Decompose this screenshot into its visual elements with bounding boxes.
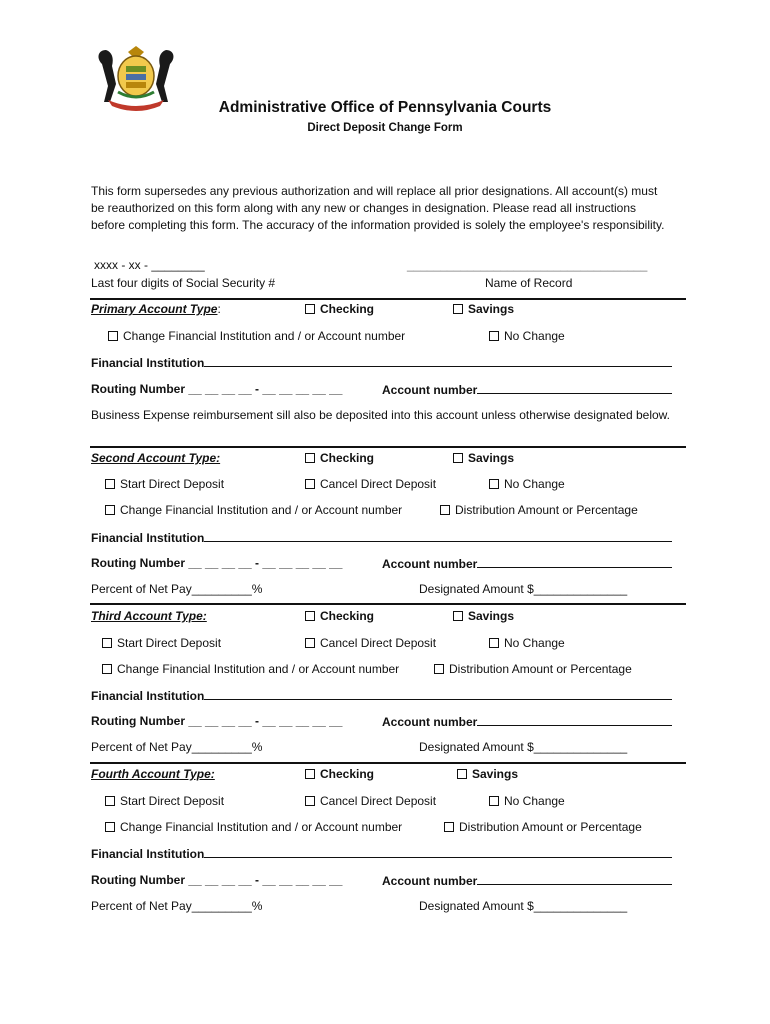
primary-change-fi-checkbox[interactable]: Change Financial Institution and / or Account number [108, 329, 405, 343]
primary-account-number-field[interactable]: Account number [382, 382, 672, 397]
primary-financial-institution-field[interactable]: Financial Institution [91, 355, 672, 370]
fourth-percent-net-pay-field[interactable]: Percent of Net Pay_________% [91, 899, 263, 913]
fourth-routing-number-field[interactable]: Routing Number __ __ __ __ - __ __ __ __ __ [91, 873, 343, 887]
third-routing-number-field[interactable]: Routing Number __ __ __ __ - __ __ __ __ __ [91, 714, 343, 728]
primary-savings-checkbox[interactable]: Savings [453, 302, 514, 316]
second-percent-net-pay-field[interactable]: Percent of Net Pay_________% [91, 582, 263, 596]
second-start-deposit-checkbox[interactable]: Start Direct Deposit [105, 477, 224, 491]
fourth-start-deposit-checkbox[interactable]: Start Direct Deposit [105, 794, 224, 808]
second-account-number-field[interactable]: Account number [382, 556, 672, 571]
second-savings-checkbox[interactable]: Savings [453, 451, 514, 465]
fourth-savings-checkbox[interactable]: Savings [457, 767, 518, 781]
third-checking-checkbox[interactable]: Checking [305, 609, 374, 623]
third-account-type-heading: Third Account Type: [91, 609, 207, 623]
primary-checking-checkbox[interactable]: Checking [305, 302, 374, 316]
third-cancel-deposit-checkbox[interactable]: Cancel Direct Deposit [305, 636, 436, 650]
fourth-no-change-checkbox[interactable]: No Change [489, 794, 565, 808]
fourth-change-fi-checkbox[interactable]: Change Financial Institution and / or Account number [105, 820, 402, 834]
page-title: Administrative Office of Pennsylvania Courts [218, 99, 552, 116]
name-of-record-field[interactable]: ____________________________________ [407, 258, 648, 272]
second-cancel-deposit-checkbox[interactable]: Cancel Direct Deposit [305, 477, 436, 491]
fourth-account-type-heading: Fourth Account Type: [91, 767, 215, 781]
fourth-financial-institution-field[interactable]: Financial Institution [91, 846, 672, 861]
name-of-record-label: Name of Record [485, 276, 573, 290]
section-divider [90, 603, 686, 605]
second-change-fi-checkbox[interactable]: Change Financial Institution and / or Account number [105, 503, 402, 517]
ssn-label: Last four digits of Social Security # [91, 276, 276, 290]
third-no-change-checkbox[interactable]: No Change [489, 636, 565, 650]
section-divider [90, 298, 686, 300]
primary-account-type-heading: Primary Account Type: [91, 302, 221, 316]
third-start-deposit-checkbox[interactable]: Start Direct Deposit [102, 636, 221, 650]
fourth-checking-checkbox[interactable]: Checking [305, 767, 374, 781]
intro-paragraph: This form supersedes any previous authorization and will replace all prior designations. All account(s) must be reauthorized on this form along with any new or changes in designation. Please read all instructions before completing this form. The accuracy of the information provided is solely the employee's responsibility. [91, 184, 665, 232]
second-distribution-checkbox[interactable]: Distribution Amount or Percentage [440, 503, 638, 517]
second-financial-institution-field[interactable]: Financial Institution [91, 530, 672, 545]
primary-routing-number-field[interactable]: Routing Number __ __ __ __ - __ __ __ __ __ [91, 382, 343, 396]
second-account-type-heading: Second Account Type: [91, 451, 221, 465]
second-designated-amount-field[interactable]: Designated Amount $______________ [419, 582, 628, 596]
page-subtitle: Direct Deposit Change Form [307, 122, 463, 134]
section-divider [90, 762, 686, 764]
second-checking-checkbox[interactable]: Checking [305, 451, 374, 465]
primary-no-change-checkbox[interactable]: No Change [489, 329, 565, 343]
fourth-designated-amount-field[interactable]: Designated Amount $______________ [419, 899, 628, 913]
second-no-change-checkbox[interactable]: No Change [489, 477, 565, 491]
third-percent-net-pay-field[interactable]: Percent of Net Pay_________% [91, 740, 263, 754]
second-routing-number-field[interactable]: Routing Number __ __ __ __ - __ __ __ __ __ [91, 556, 343, 570]
business-expense-note: Business Expense reimbursement sill also be deposited into this account unless otherwise designated below. [91, 408, 670, 422]
third-distribution-checkbox[interactable]: Distribution Amount or Percentage [434, 662, 632, 676]
fourth-distribution-checkbox[interactable]: Distribution Amount or Percentage [444, 820, 642, 834]
fourth-cancel-deposit-checkbox[interactable]: Cancel Direct Deposit [305, 794, 436, 808]
fourth-account-number-field[interactable]: Account number [382, 873, 672, 888]
ssn-field[interactable]: xxxx - xx - ________ [94, 258, 205, 272]
third-designated-amount-field[interactable]: Designated Amount $______________ [419, 740, 628, 754]
third-financial-institution-field[interactable]: Financial Institution [91, 688, 672, 703]
third-change-fi-checkbox[interactable]: Change Financial Institution and / or Account number [102, 662, 399, 676]
third-account-number-field[interactable]: Account number [382, 714, 672, 729]
section-divider [90, 446, 686, 448]
third-savings-checkbox[interactable]: Savings [453, 609, 514, 623]
